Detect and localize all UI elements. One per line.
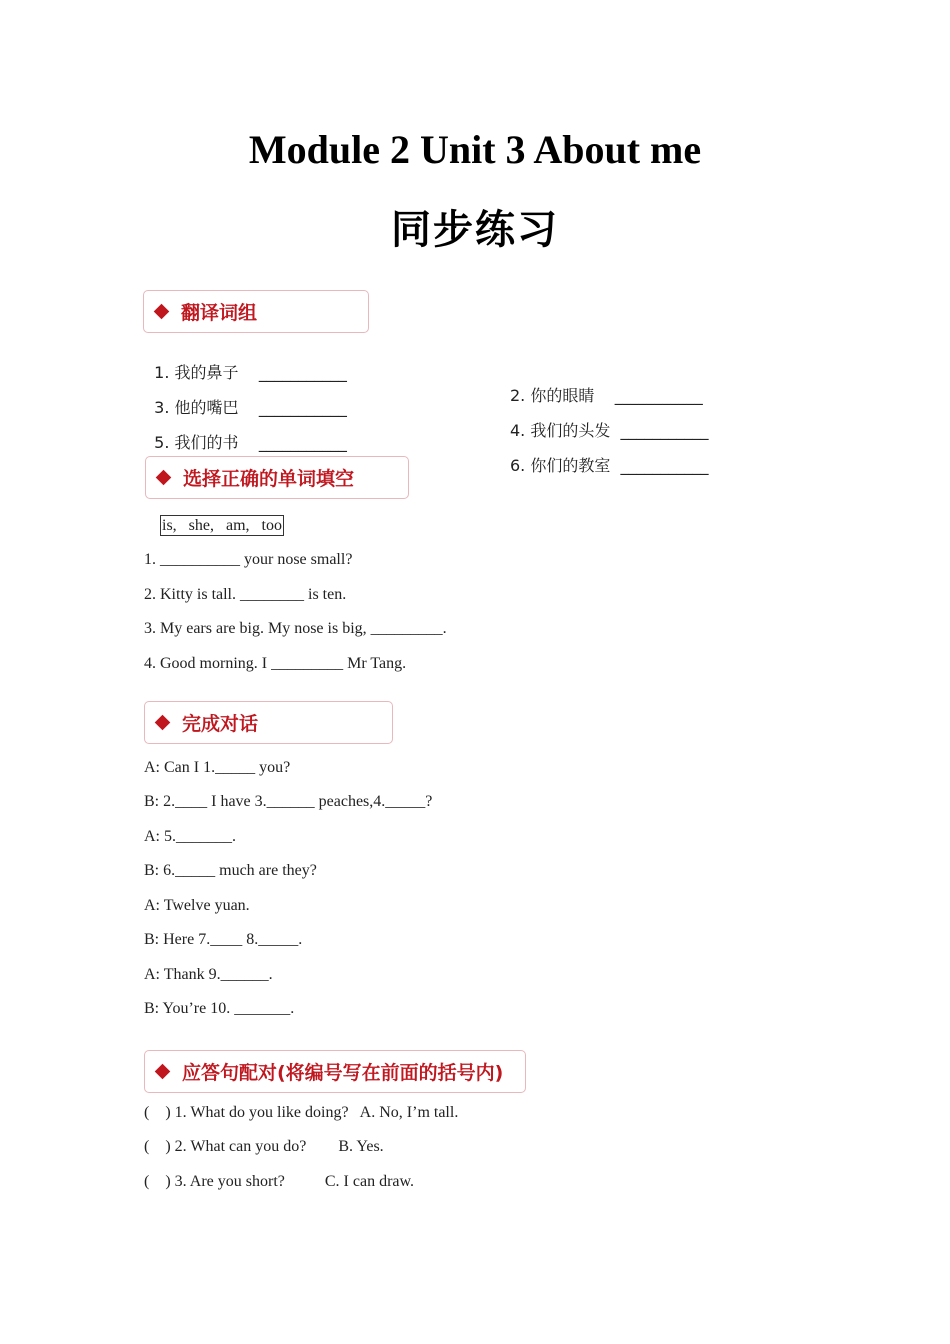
diamond-bullet-icon xyxy=(155,1064,171,1080)
diamond-bullet-icon xyxy=(155,715,171,731)
translate-item: 2. 你的眼睛 ___________ xyxy=(510,386,703,405)
page-subtitle: 同步练习 xyxy=(391,207,559,252)
section-title: 选择正确的单词填空 xyxy=(183,468,355,490)
translate-item: 5. 我们的书 ___________ xyxy=(154,433,347,452)
dialogue-line: B: 2.____ I have 3.______ peaches,4._____? xyxy=(144,793,433,810)
dialogue-line: B: Here 7.____ 8._____. xyxy=(144,931,303,948)
section-header-translate xyxy=(143,290,369,333)
diamond-bullet-icon xyxy=(154,304,170,320)
translate-item: 1. 我的鼻子 ___________ xyxy=(154,363,347,382)
section-header-dialogue xyxy=(144,701,393,744)
matching-item: ( ) 3. Are you short? C. I can draw. xyxy=(144,1173,415,1190)
dialogue-line: B: You’re 10. _______. xyxy=(144,1000,295,1017)
diamond-bullet-icon xyxy=(156,470,172,486)
word-bank: is, she, am, too xyxy=(162,517,282,534)
page-title: Module 2 Unit 3 About me xyxy=(248,127,702,172)
section-header-matching xyxy=(144,1050,526,1093)
dialogue-line: A: 5._______. xyxy=(144,828,236,845)
fill-blank-item: 2. Kitty is tall. ________ is ten. xyxy=(144,586,347,603)
section-title: 翻译词组 xyxy=(181,302,258,324)
matching-item: ( ) 1. What do you like doing? A. No, I’m tall. xyxy=(144,1104,459,1121)
dialogue-line: A: Can I 1._____ you? xyxy=(144,759,291,776)
dialogue-line: B: 6._____ much are they? xyxy=(144,862,317,879)
translate-item: 4. 我们的头发 ___________ xyxy=(510,421,709,440)
translate-item: 6. 你们的教室 ___________ xyxy=(510,456,709,475)
section-title: 应答句配对(将编号写在前面的括号内) xyxy=(182,1062,504,1084)
section-header-fill-blank xyxy=(145,456,409,499)
section-title: 完成对话 xyxy=(182,713,259,735)
fill-blank-item: 3. My ears are big. My nose is big, _________. xyxy=(144,620,447,637)
dialogue-line: A: Twelve yuan. xyxy=(144,897,250,914)
matching-item: ( ) 2. What can you do? B. Yes. xyxy=(144,1138,384,1155)
fill-blank-item: 4. Good morning. I _________ Mr Tang. xyxy=(144,655,407,672)
fill-blank-item: 1. __________ your nose small? xyxy=(144,551,353,568)
translate-item: 3. 他的嘴巴 ___________ xyxy=(154,398,347,417)
dialogue-line: A: Thank 9.______. xyxy=(144,966,273,983)
